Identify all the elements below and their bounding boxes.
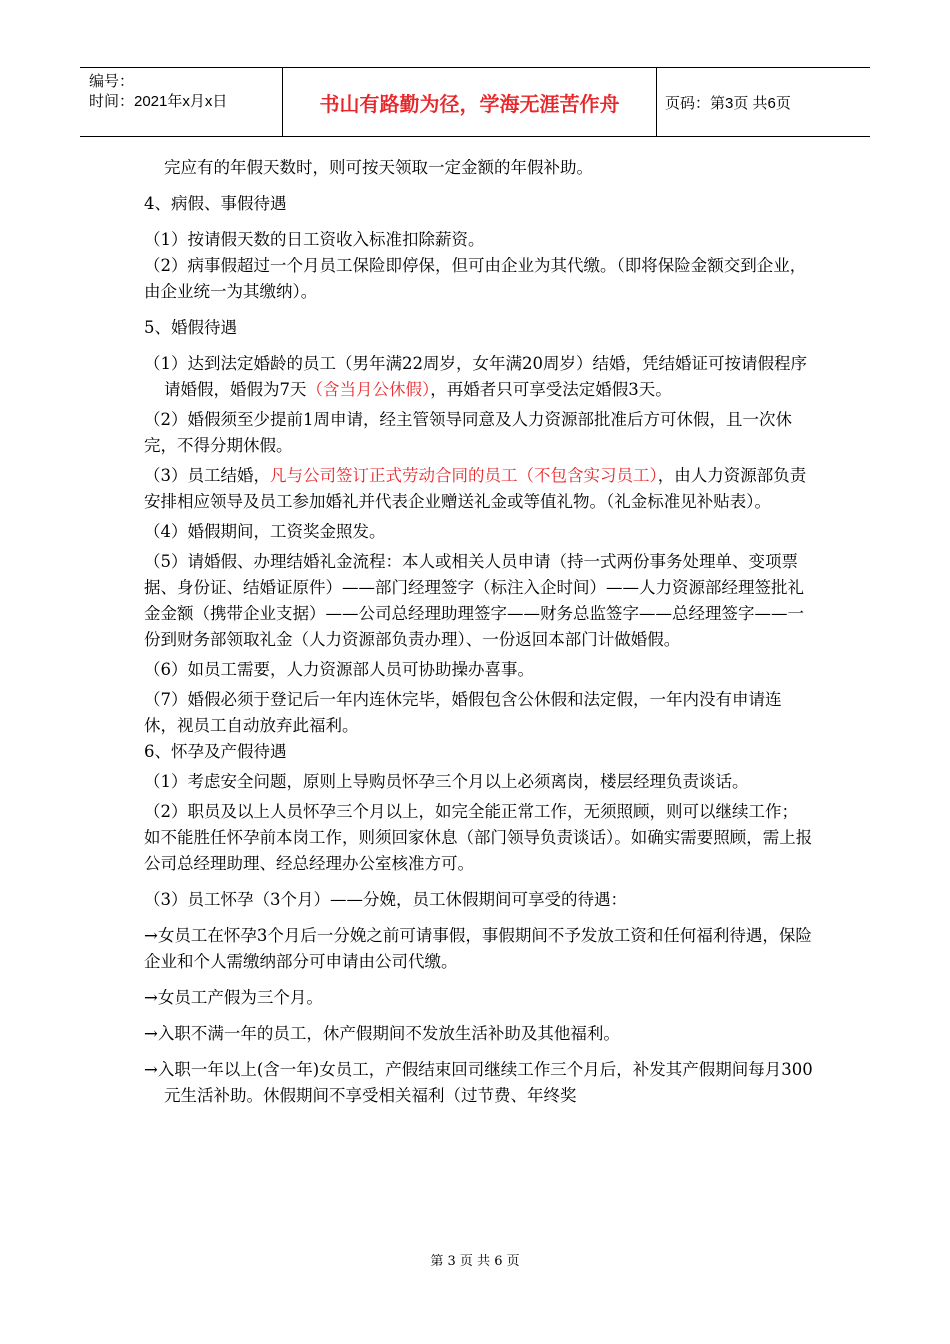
arrow-list-item: →女员工产假为三个月。 (144, 988, 323, 1007)
paragraph: （2）婚假须至少提前1周申请，经主管领导同意及人力资源部批准后方可休假，且一次休完，不得分期休假。 (144, 410, 792, 455)
arrow-list-item: →女员工在怀孕3个月后一分娩之前可请事假，事假期间不予发放工资和任何福利待遇，保险企业和个人需缴纳部分可申请由公司代缴。 (144, 926, 812, 971)
paragraph-text: （1）达到法定婚龄的员工（男年满22周岁，女年满20周岁）结婚，凭结婚证可按请假程序请婚假，婚假为7天 (144, 354, 807, 399)
document-body (144, 155, 814, 1109)
document-number-label: 编号： (89, 73, 135, 90)
header-page-number: 页码：第3页 共6页 (665, 94, 791, 112)
header-motto: 书山有路勤为径，学海无涯苦作舟 (283, 68, 657, 136)
paragraph-text: （3）员工结婚， (144, 466, 270, 485)
paragraph (144, 463, 814, 515)
highlighted-text: 凡与公司签订正式劳动合同的员工（不包含实习员工） (270, 466, 658, 485)
paragraph: （7）婚假必须于登记后一年内连休完毕，婚假包含公休假和法定假，一年内没有申请连休，视员工自动放弃此福利。 (144, 690, 782, 735)
paragraph: （1）考虑安全问题，原则上导购员怀孕三个月以上必须离岗，楼层经理负责谈话。 (144, 772, 749, 791)
paragraph: （4）婚假期间，工资奖金照发。 (144, 522, 386, 541)
paragraph: （2）职员及以上人员怀孕三个月以上，如完全能正常工作，无须照顾，则可以继续工作；如不能胜任怀孕前本岗工作，则须回家休息（部门领导负责谈话）。如确实需要照顾，需上报公司总经理助理、经总经理办公室核准方可。 (144, 802, 813, 873)
section-heading-marriage-leave: 5、婚假待遇 (144, 318, 237, 337)
paragraph: （5）请婚假、办理结婚礼金流程：本人或相关人员申请（持一式两份事务处理单、变项票据、身份证、结婚证原件）——部门经理签字（标注入企时间）——人力资源部经理签批礼金金额（携带企业支据）——公司总经理助理签字——财务总监签字——总经理签字——一份到财务部领取礼金（人力资源部负责办理）、一份返回本部门计做婚假。 (144, 552, 804, 649)
arrow-list-item: →入职一年以上(含一年)女员工，产假结束回司继续工作三个月后，补发其产假期间每月300元生活补助。休假期间不享受相关福利（过节费、年终奖 (144, 1060, 813, 1105)
highlighted-text: （含当月公休假） (306, 380, 431, 399)
paragraph: （2）病事假超过一个月员工保险即停保，但可由企业为其代缴。（即将保险金额交到企业，由企业统一为其缴纳）。 (144, 256, 807, 301)
paragraph-text: ，由人力资源部负责安排相应领导及员工参加婚礼并代表企业赠送礼金或等值礼物。（礼金标准见补贴表）。 (144, 466, 807, 511)
arrow-list-item: →入职不满一年的员工，休产假期间不发放生活补助及其他福利。 (144, 1024, 620, 1043)
paragraph: （3）员工怀孕（3个月）——分娩，员工休假期间可享受的待遇： (144, 890, 627, 909)
page-footer: 第 3 页 共 6 页 (430, 1254, 520, 1269)
paragraph: （6）如员工需要，人力资源部人员可协助操办喜事。 (144, 660, 534, 679)
paragraph-continuation: 完应有的年假天数时，则可按天领取一定金额的年假补助。 (164, 158, 593, 177)
section-heading-maternity-leave: 6、怀孕及产假待遇 (144, 742, 287, 761)
page-header (80, 67, 870, 137)
document-time-label: 时间：2021年x月x日 (89, 93, 228, 110)
paragraph (144, 351, 814, 403)
paragraph-text: ，再婚者只可享受法定婚假3天。 (430, 380, 672, 399)
paragraph: （1）按请假天数的日工资收入标准扣除薪资。 (144, 230, 485, 249)
header-meta (80, 68, 283, 136)
section-heading-sick-leave: 4、病假、事假待遇 (144, 194, 287, 213)
